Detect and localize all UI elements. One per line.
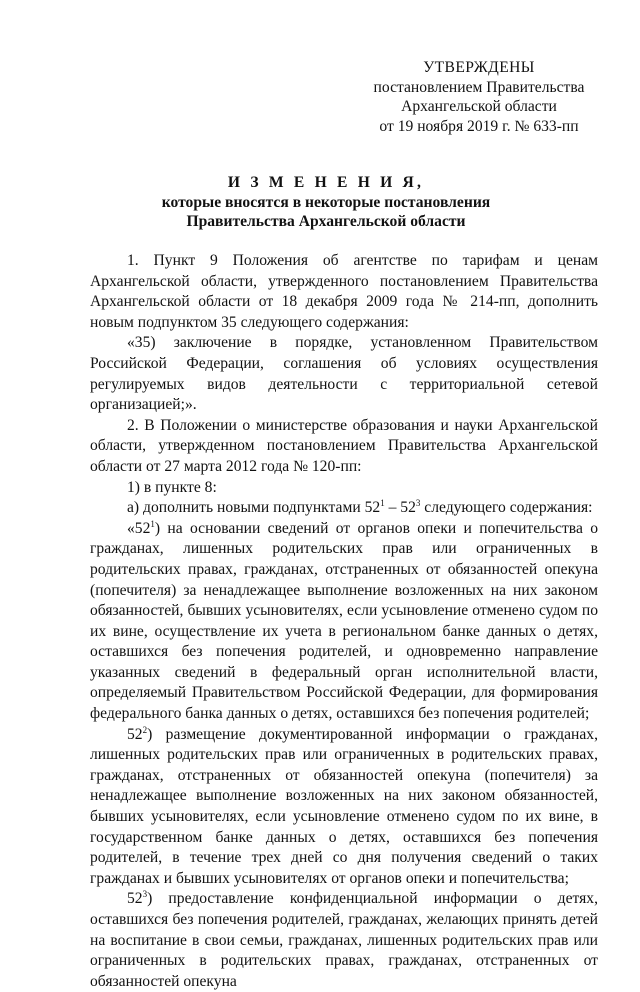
paragraph-6 xyxy=(90,519,598,725)
paragraph-7 xyxy=(90,725,598,890)
superscript: 2 xyxy=(142,724,148,735)
approval-line-1: постановлением Правительства xyxy=(373,78,585,96)
superscript: 3 xyxy=(415,498,421,509)
superscript: 1 xyxy=(150,518,155,529)
approval-line-3: от 19 ноября 2019 г. № 633-пп xyxy=(379,117,579,135)
superscript: 1 xyxy=(380,498,385,509)
paragraph-4: 1) в пункте 8: xyxy=(127,478,217,496)
paragraph-8-text: ) предоставление конфиденциальной информации о детях, оставшихся без попечения родителей, гражданах, желающих принять детей на воспитание в свои семьи, гражданах, лишенных родительских прав или ограниченных в родительских правах, гражданах, отстраненных от обязанностей опекуна xyxy=(90,890,598,990)
document-heading xyxy=(60,173,592,232)
paragraph-1: 1. Пункт 9 Положения об агентстве по тарифам и ценам Архангельской области, утвержденного постановлением Правительства Архангельской области от 18 декабря 2009 года № 214-пп, дополнить новым подпунктом 35 следующего содержания: xyxy=(90,252,598,331)
approval-line-2: Архангельской области xyxy=(401,98,557,115)
paragraph-6-text: ) на основании сведений от органов опеки и попечительства о гражданах, лишенных родительских прав или ограниченных в родительских правах, гражданах, отстраненных от обязанностей опекуна (попечителя) за ненадлежащее выполнение возложенных на них законом обязанностей, бывших усыновителях, если усыновление отменено судом по их вине, осуществление их учета в региональном банке данных о детях, оставшихся без попечения родителей, и одновременно направление указанных сведений в федеральный орган исполнительной власти, определяемый Правительством Российской Федерации, для формирования федерального банка данных о детях, оставшихся без попечения родителей; xyxy=(90,519,598,723)
paragraph-3: 2. В Положении о министерстве образования и науки Архангельской области, утвержденном постановлением Правительства Архангельской области от 27 марта 2012 года № 120-пп: xyxy=(90,416,598,475)
paragraph-6-open: «52 xyxy=(127,519,151,537)
paragraph-7-text: ) размещение документированной информации о гражданах, лишенных родительских прав или ограниченных в родительских правах, гражданах, отстраненных от обязанностей опекуна (попечителя) за ненадлежащее выполнение возложенных на них законом обязанностей, бывших усыновителях, если усыновление отменено судом по их вине, в государственном банке данных о детях, оставшихся без попечения родителей, в течение трех дней со дня получения сведений о таких гражданах и бывших усыновителях от органов опеки и попечительства; xyxy=(90,725,598,887)
superscript: 3 xyxy=(142,889,148,900)
paragraph-5-after: следующего содержания: xyxy=(420,499,593,517)
approval-stamp xyxy=(354,58,604,136)
heading-line-2: Правительства Архангельской области xyxy=(186,213,466,230)
document-body xyxy=(90,251,598,992)
heading-title: И З М Е Н Е Н И Я, xyxy=(227,174,425,191)
paragraph-5 xyxy=(90,498,598,519)
heading-line-1: которые вносятся в некоторые постановления xyxy=(161,193,491,211)
paragraph-8-open: 52 xyxy=(127,890,143,908)
paragraph-5-before: а) дополнить новыми подпунктами 52 xyxy=(127,499,381,517)
paragraph-7-open: 52 xyxy=(127,725,143,743)
paragraph-2: «35) заключение в порядке, установленном Правительством Российской Федерации, соглашения об условиях осуществления регулируемых видов деятельности с территориальной сетевой организацией;». xyxy=(90,334,598,414)
approval-title: УТВЕРЖДЕНЫ xyxy=(423,59,535,76)
paragraph-5-mid: – 52 xyxy=(384,499,416,517)
